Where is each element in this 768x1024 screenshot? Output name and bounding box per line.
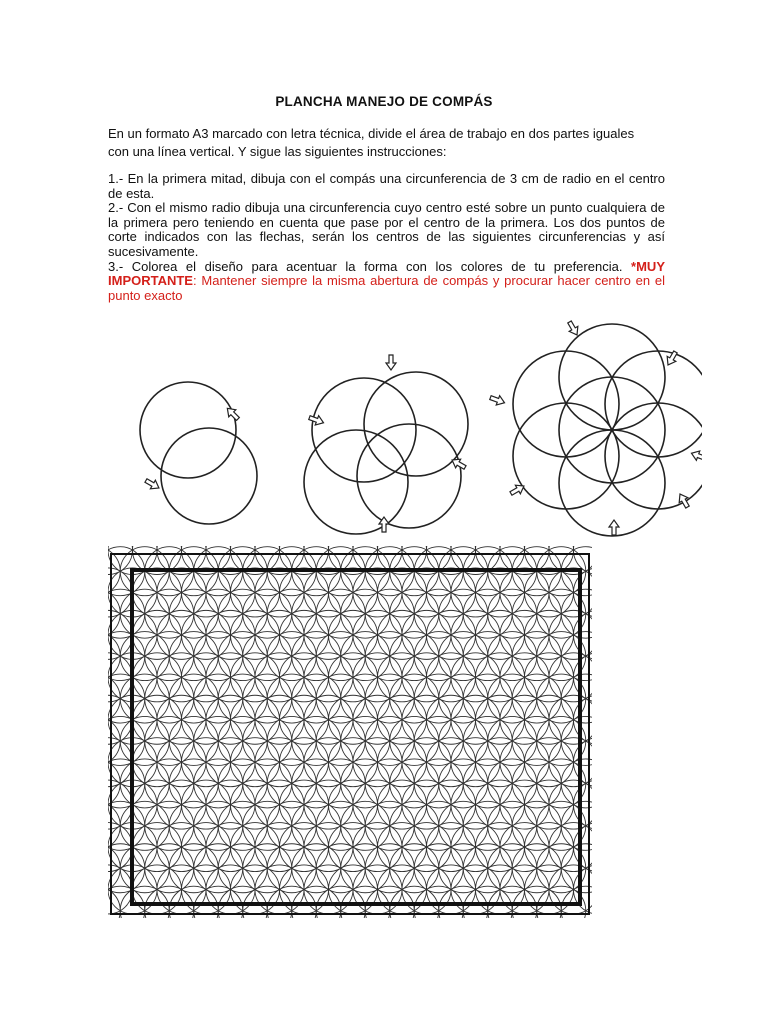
- pattern-circle: [108, 674, 120, 723]
- arrow-icon: [308, 413, 326, 428]
- step-3-text: 3.- Colorea el diseño para acentuar la forma con los colores de tu preferencia.: [108, 258, 632, 274]
- arrow-icon: [690, 449, 702, 464]
- outer-frame: [111, 554, 589, 914]
- pattern-circle: [561, 759, 592, 808]
- step-1: 1.- En la primera mitad, dibuja con el compás una circunferencia de 3 cm de radio en el centro de esta.: [108, 171, 665, 201]
- pattern-circle: [108, 844, 120, 893]
- flower-of-life-pattern: [108, 546, 592, 918]
- arrow-icon: [143, 476, 161, 492]
- pattern-circles: [108, 546, 592, 918]
- pattern-circle: [561, 674, 592, 723]
- pattern-circle: [561, 632, 592, 681]
- step-3: [108, 260, 665, 304]
- pattern-circle: [108, 759, 120, 808]
- step-2: 2.- Con el mismo radio dibuja una circunferencia cuyo centro esté sobre un punto cualquiera de la primera pero teniendo en cuenta que pase por el centro de la primera. Los dos puntos de corte indicados con las flechas, serán los centros de las siguientes circunferencias y así sucesivamente.: [108, 200, 665, 259]
- warning-text: : Mantener siempre la misma abertura de compás y procurar hacer centro en el punto exacto: [108, 273, 665, 303]
- pattern-circle: [108, 716, 120, 765]
- arrow-icon: [386, 355, 396, 370]
- pattern-circle: [561, 589, 592, 638]
- pattern-circle: [108, 632, 120, 681]
- intro-line-1: En un formato A3 marcado con letra técnica, divide el área de trabajo en dos partes iguales: [108, 126, 635, 141]
- arrow-icon: [609, 520, 619, 535]
- important-label: *MUY IMPORTANTE: [108, 258, 665, 289]
- step-diagrams: [106, 318, 702, 538]
- diagram-four-circles: [304, 372, 468, 534]
- arrows: [143, 319, 702, 535]
- page-title: PLANCHA MANEJO DE COMPÁS: [275, 94, 493, 109]
- pattern-circle: [108, 589, 120, 638]
- pattern-circle: [561, 716, 592, 765]
- arrow-icon: [508, 482, 526, 498]
- intro-paragraph: [108, 125, 668, 161]
- pattern-circle: [108, 801, 120, 850]
- intro-line-2: con una línea vertical. Y sigue las siguientes instrucciones:: [108, 144, 447, 159]
- arrow-icon: [676, 492, 692, 510]
- instructions: [108, 172, 665, 303]
- pattern-circle: [561, 844, 592, 893]
- diagram-two-circles: [140, 382, 257, 524]
- arrow-icon: [224, 405, 242, 423]
- pattern-circle: [561, 801, 592, 850]
- arrow-icon: [489, 393, 507, 408]
